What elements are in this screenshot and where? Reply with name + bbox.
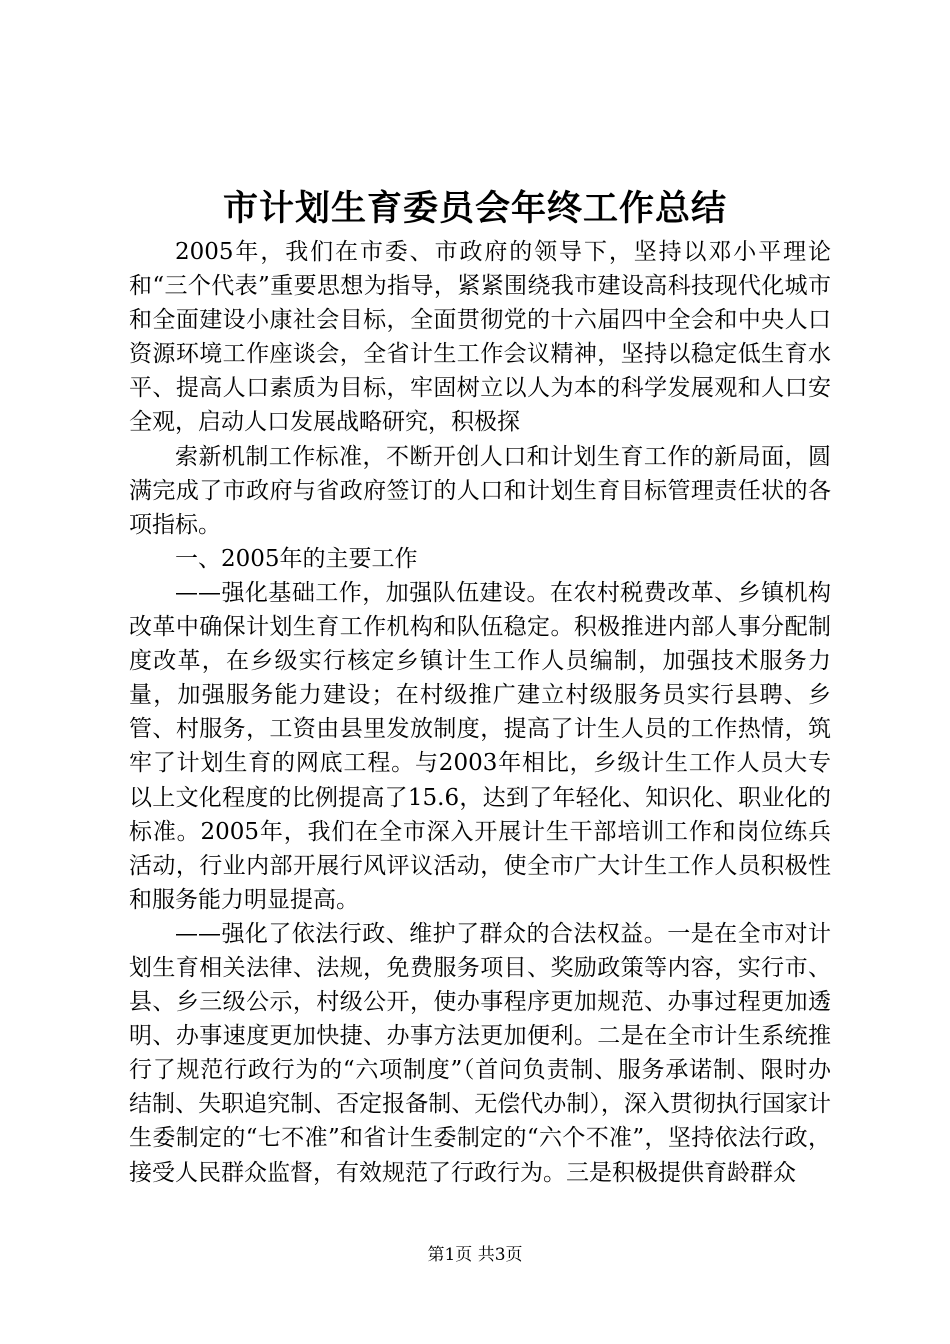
page-footer: 第1页 共3页 (427, 1245, 523, 1265)
document-body (129, 235, 831, 1190)
paragraph-foundation-work: ——强化基础工作，加强队伍建设。在农村税费改革、乡镇机构改革中确保计划生育工作机构和队伍稳定。积极推进内部人事分配制度改革，在乡级实行核定乡镇计生工作人员编制，加强技术服务力量，加强服务能力建设；在村级推广建立村级服务员实行县聘、乡管、村服务，工资由县里发放制度，提高了计生人员的工作热情，筑牢了计划生育的网底工程。与2003年相比，乡级计生工作人员大专以上文化程度的比例提高了15.6，达到了年轻化、知识化、职业化的标准。2005年，我们在全市深入开展计生干部培训工作和岗位练兵活动，行业内部开展行风评议活动，使全市广大计生工作人员积极性和服务能力明显提高。 (129, 579, 831, 913)
paragraph-intro: 2005年，我们在市委、市政府的领导下，坚持以邓小平理论和“三个代表”重要思想为指导，紧紧围绕我市建设高科技现代化城市和全面建设小康社会目标，全面贯彻党的十六届四中全会和中央人口资源环境工作座谈会，全省计生工作会议精神，坚持以稳定低生育水平、提高人口素质为目标，牢固树立以人为本的科学发展观和人口安全观，启动人口发展战略研究，积极探 (129, 239, 831, 436)
paragraph-intro-continued: 索新机制工作标准，不断开创人口和计划生育工作的新局面，圆满完成了市政府与省政府签订的人口和计划生育目标管理责任状的各项指标。 (129, 443, 831, 538)
section-heading: 一、2005年的主要工作 (175, 545, 418, 572)
document-title: 市计划生育委员会年终工作总结 (222, 188, 727, 229)
paragraph-lawful-administration: ——强化了依法行政、维护了群众的合法权益。一是在全市对计划生育相关法律、法规，免费服务项目、奖励政策等内容，实行市、县、乡三级公示，村级公开，使办事程序更加规范、办事过程更加透明、办事速度更加快捷、办事方法更加便利。二是在全市计生系统推行了规范行政行为的“六项制度”（首问负责制、服务承诺制、限时办结制、失职追究制、否定报备制、无偿代办制），深入贯彻执行国家计生委制定的“七不准”和省计生委制定的“六个不准”，坚持依法行政，接受人民群众监督，有效规范了行政行为。三是积极提供育龄群众 (129, 920, 831, 1186)
